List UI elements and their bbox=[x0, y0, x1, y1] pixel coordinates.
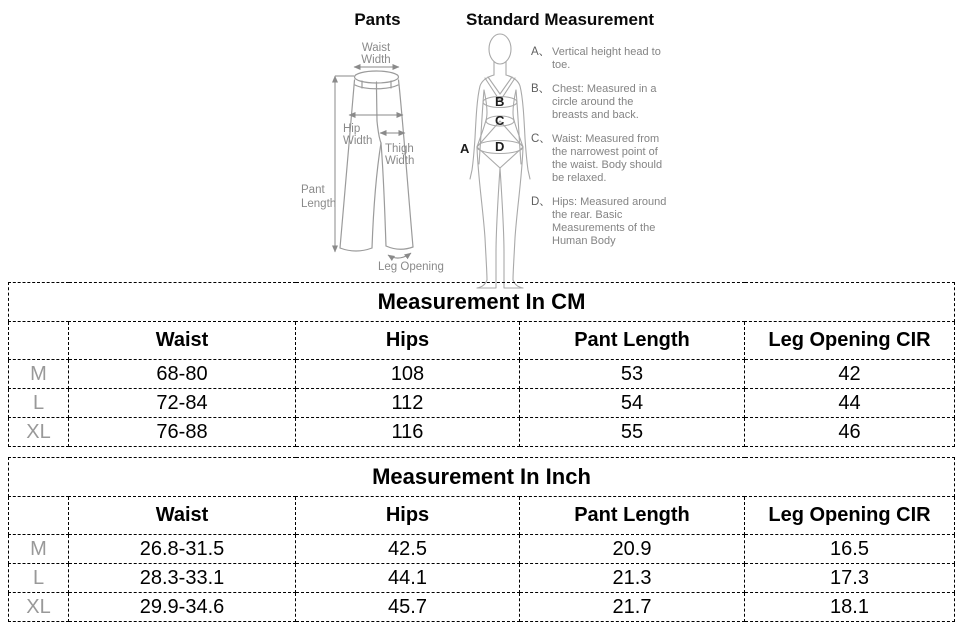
figure-letter-c: C bbox=[495, 113, 505, 128]
item-letter: A、 bbox=[531, 46, 551, 58]
waist-width-label: Waist bbox=[361, 42, 391, 54]
pants-diagram bbox=[295, 30, 460, 280]
value-cell: 42.5 bbox=[296, 535, 520, 564]
item-letter: D、 bbox=[531, 196, 551, 208]
value-cell: 21.7 bbox=[520, 593, 745, 622]
value-cell: 112 bbox=[296, 389, 520, 418]
value-cell: 17.3 bbox=[745, 564, 955, 593]
column-header-waist: Waist bbox=[69, 322, 296, 360]
pant-length-arrow bbox=[335, 76, 354, 252]
value-cell: 72-84 bbox=[69, 389, 296, 418]
item-text: Hips: Measured around the rear. Basic Measurements of the Human Body bbox=[552, 196, 667, 247]
item-letter: B、 bbox=[531, 83, 551, 95]
pant-length-label: Pant bbox=[301, 184, 325, 196]
item-text: Vertical height head to toe. bbox=[552, 46, 661, 71]
value-cell: 116 bbox=[296, 418, 520, 447]
value-cell: 54 bbox=[520, 389, 745, 418]
standard-measurement-title: Standard Measurement bbox=[466, 10, 654, 29]
column-header-leg-opening: Leg Opening CIR bbox=[745, 322, 955, 360]
figure-letter-b: B bbox=[495, 94, 505, 109]
value-cell: 29.9-34.6 bbox=[69, 593, 296, 622]
column-header-pant-length: Pant Length bbox=[520, 322, 745, 360]
value-cell: 46 bbox=[745, 418, 955, 447]
measurement-table-inch bbox=[8, 457, 954, 622]
column-header-pant-length: Pant Length bbox=[520, 497, 745, 535]
measurement-table-cm bbox=[8, 282, 954, 447]
column-header-hips: Hips bbox=[296, 497, 520, 535]
size-cell: L bbox=[9, 389, 69, 418]
value-cell: 21.3 bbox=[520, 564, 745, 593]
pant-length-label: Length bbox=[301, 198, 337, 210]
value-cell: 20.9 bbox=[520, 535, 745, 564]
value-cell: 108 bbox=[296, 360, 520, 389]
item-text: Waist: Measured from the narrowest point of the waist. Body should be relaxed. bbox=[552, 133, 663, 184]
column-header-leg-opening: Leg Opening CIR bbox=[745, 497, 955, 535]
table-row bbox=[9, 535, 955, 564]
size-cell: XL bbox=[9, 593, 69, 622]
thigh-width-label: Width bbox=[385, 155, 415, 167]
hip-width-label: Width bbox=[343, 135, 373, 147]
value-cell: 18.1 bbox=[745, 593, 955, 622]
body-outline-icon bbox=[470, 34, 530, 288]
column-header-waist: Waist bbox=[69, 497, 296, 535]
figure-letter-d: D bbox=[495, 139, 505, 154]
measurement-description-list bbox=[531, 46, 671, 259]
size-cell: M bbox=[9, 535, 69, 564]
size-cell: L bbox=[9, 564, 69, 593]
table-row bbox=[9, 418, 955, 447]
value-cell: 53 bbox=[520, 360, 745, 389]
size-cell: M bbox=[9, 360, 69, 389]
value-cell: 28.3-33.1 bbox=[69, 564, 296, 593]
item-text: Chest: Measured in a circle around the breasts and back. bbox=[552, 83, 657, 121]
list-item bbox=[531, 196, 671, 248]
list-item bbox=[531, 46, 671, 72]
value-cell: 42 bbox=[745, 360, 955, 389]
value-cell: 44.1 bbox=[296, 564, 520, 593]
waist-width-label: Width bbox=[361, 54, 391, 66]
leg-opening-label: Leg Opening bbox=[378, 261, 444, 273]
size-column-header bbox=[9, 322, 69, 360]
item-letter: C、 bbox=[531, 133, 551, 145]
table-row bbox=[9, 593, 955, 622]
list-item bbox=[531, 133, 671, 185]
value-cell: 26.8-31.5 bbox=[69, 535, 296, 564]
value-cell: 44 bbox=[745, 389, 955, 418]
thigh-width-label: Thigh bbox=[385, 143, 414, 155]
value-cell: 45.7 bbox=[296, 593, 520, 622]
figure-letter-a: A bbox=[460, 141, 470, 156]
column-header-hips: Hips bbox=[296, 322, 520, 360]
size-cell: XL bbox=[9, 418, 69, 447]
value-cell: 68-80 bbox=[69, 360, 296, 389]
pants-diagram-title: Pants bbox=[354, 10, 401, 29]
value-cell: 16.5 bbox=[745, 535, 955, 564]
table-title: Measurement In CM bbox=[9, 283, 955, 322]
table-row bbox=[9, 389, 955, 418]
table-row bbox=[9, 360, 955, 389]
value-cell: 76-88 bbox=[69, 418, 296, 447]
size-column-header bbox=[9, 497, 69, 535]
table-row bbox=[9, 564, 955, 593]
leg-opening-arrow bbox=[388, 253, 411, 258]
value-cell: 55 bbox=[520, 418, 745, 447]
hip-width-label: Hip bbox=[343, 123, 361, 135]
table-title: Measurement In Inch bbox=[9, 458, 955, 497]
list-item bbox=[531, 83, 671, 122]
